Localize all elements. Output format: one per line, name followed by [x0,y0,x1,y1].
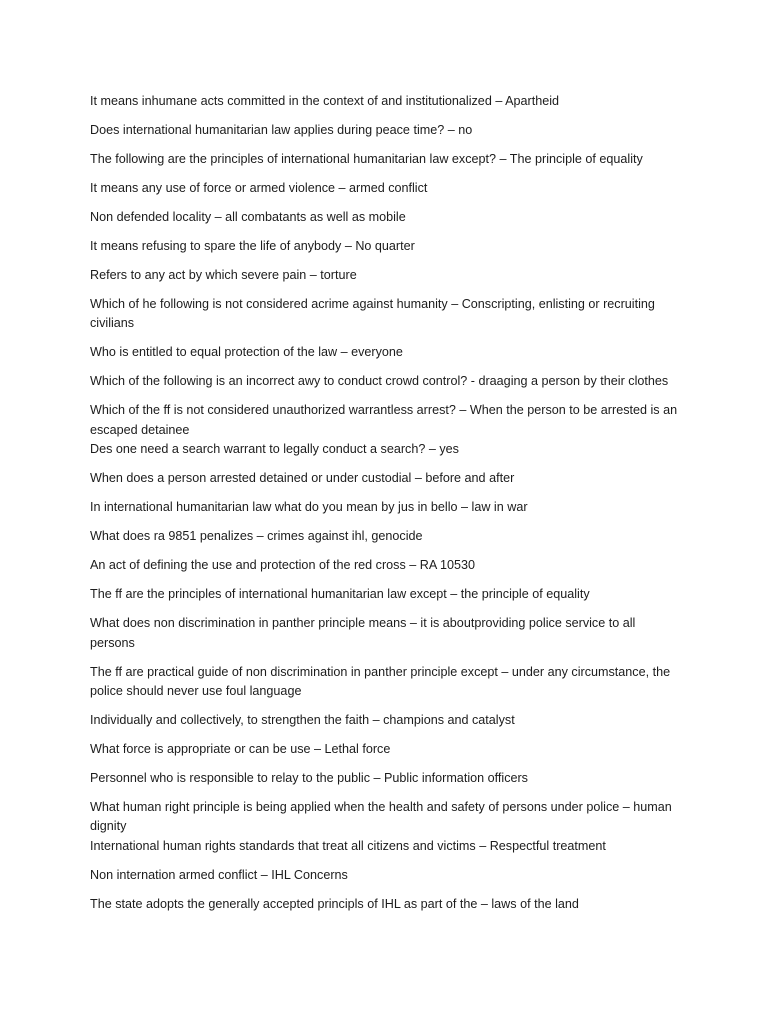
paragraph-non-discrimination: What does non discrimination in panther principle means – it is aboutproviding police service to all persons [90,616,636,650]
paragraph-jus-in-bello: In international humanitarian law what do you mean by jus in bello – law in war [90,500,528,515]
paragraph-custodial: When does a person arrested detained or under custodial – before and after [90,471,515,486]
paragraph-non-defended-locality: Non defended locality – all combatants as well as mobile [90,210,406,224]
paragraph-practical-guide: The ff are practical guide of non discrimination in panther principle except – under any circumstance, the police should never use foul language [90,664,671,699]
paragraph-armed-conflict: It means any use of force or armed violence – armed conflict [90,181,428,195]
paragraph-red-cross: An act of defining the use and protection of the red cross – RA 10530 [90,558,476,573]
paragraph-ihl-principles-except: The following are the principles of international humanitarian law except? – The principle of equality [90,152,643,166]
paragraph-crime-against-humanity: Which of he following is not considered acrime against humanity – Conscripting, enlisting or recruiting civilians [90,297,655,331]
paragraph-champions-catalyst: Individually and collectively, to strengthen the faith – champions and catalyst [90,713,515,728]
paragraph-torture: Refers to any act by which severe pain – torture [90,268,357,282]
paragraph-apartheid: It means inhumane acts committed in the context of and institutionalized – Apartheid [90,94,560,108]
paragraph-public-information: Personnel who is responsible to relay to the public – Public information officers [90,771,528,786]
paragraph-ra-9851: What does ra 9851 penalizes – crimes against ihl, genocide [90,529,423,544]
document-body [90,92,680,924]
paragraph-equal-protection: Who is entitled to equal protection of the law – everyone [90,345,403,360]
paragraph-human-dignity: What human right principle is being applied when the health and safety of persons under police – human dignity [90,800,672,834]
paragraph-ihl-principles-except-2: The ff are the principles of international humanitarian law except – the principle of equality [90,587,590,602]
paragraph-no-quarter: It means refusing to spare the life of anybody – No quarter [90,239,415,253]
paragraph-warrantless-arrest: Which of the ff is not considered unauthorized warrantless arrest? – When the person to be arrested is an escaped detainee [90,403,678,437]
paragraph-search-warrant: Des one need a search warrant to legally conduct a search? – yes [90,442,459,457]
paragraph-ihl-peace-time: Does international humanitarian law applies during peace time? – no [90,123,473,137]
paragraph-crowd-control: Which of the following is an incorrect awy to conduct crowd control? - draaging a person by their clothes [90,374,669,389]
paragraph-laws-of-the-land: The state adopts the generally accepted principls of IHL as part of the – laws of the land [90,896,579,911]
paragraph-lethal-force: What force is appropriate or can be use – Lethal force [90,742,391,757]
paragraph-respectful-treatment: International human rights standards that treat all citizens and victims – Respectful treatment [90,838,606,853]
paragraph-ihl-concerns: Non internation armed conflict – IHL Concerns [90,867,348,882]
